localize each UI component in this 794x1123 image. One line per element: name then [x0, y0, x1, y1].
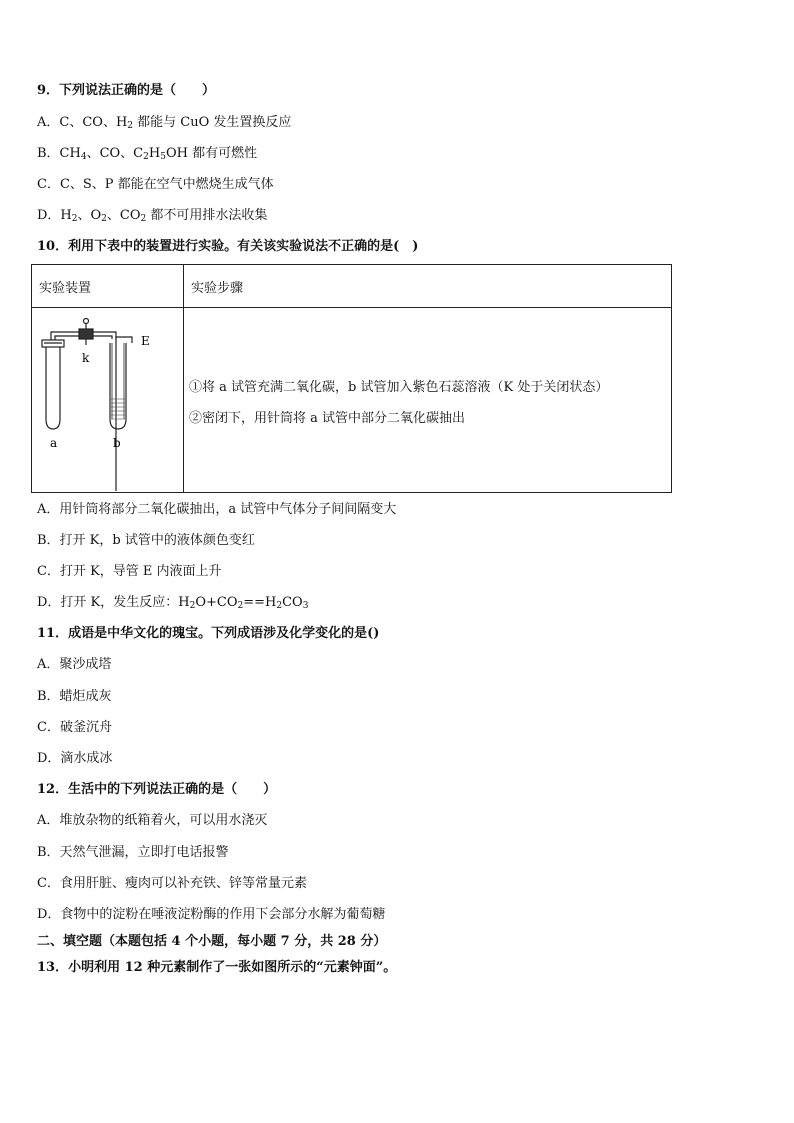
- question-13-stem: 13．小明利用 12 种元素制作了一张如图所示的“元素钟面”。: [37, 960, 397, 975]
- question-9-stem: 9．下列说法正确的是（ ）: [37, 83, 216, 98]
- valve-k: [79, 319, 93, 346]
- tube-e: [116, 337, 132, 343]
- question-10-option-b: B．打开 K，b 试管中的液体颜色变红: [37, 533, 255, 548]
- label-a: a: [50, 436, 58, 450]
- question-10-option-d: D．打开 K，发生反应：$H_2O+CO_2==H_2CO_3$: [37, 595, 309, 611]
- question-11-option-a: A．聚沙成塔: [37, 657, 112, 672]
- table-header-apparatus: 实验装置: [32, 265, 184, 308]
- question-12-option-b: B．天然气泄漏，立即打电话报警: [37, 845, 229, 860]
- question-10-stem: 10．利用下表中的装置进行实验。有关该实验说法不正确的是( ): [37, 239, 419, 254]
- label-e: E: [141, 334, 150, 348]
- experiment-step-2: ②密闭下，用针筒将 a 试管中部分二氧化碳抽出: [189, 411, 466, 426]
- question-12-option-c: C．食用肝脏、瘦肉可以补充铁、锌等常量元素: [37, 876, 307, 891]
- label-k: k: [82, 351, 90, 365]
- test-tube-a: [42, 340, 64, 429]
- question-9-option-c: C．C、S、P 都能在空气中燃烧生成气体: [37, 177, 274, 192]
- apparatus-diagram: [33, 307, 179, 491]
- question-12-stem: 12．生活中的下列说法正确的是（ ）: [37, 782, 277, 797]
- question-11-stem: 11．成语是中华文化的瑰宝。下列成语涉及化学变化的是(): [37, 626, 380, 641]
- question-10-option-c: C．打开 K，导管 E 内液面上升: [37, 564, 222, 579]
- section-heading-fill-in: 二、填空题（本题包括 4 个小题，每小题 7 分，共 28 分）: [37, 934, 387, 949]
- question-11-option-d: D．滴水成冰: [37, 751, 113, 766]
- steps-cell: [184, 308, 672, 493]
- question-9-option-a: A．C、CO、$H_2$ 都能与 CuO 发生置换反应: [37, 115, 292, 131]
- question-12-option-a: A．堆放杂物的纸箱着火，可以用水浇灭: [37, 813, 268, 828]
- table-header-steps: 实验步骤: [184, 265, 672, 308]
- test-tube-b: [110, 343, 126, 429]
- question-12-option-d: D．食物中的淀粉在唾液淀粉酶的作用下会部分水解为葡萄糖: [37, 907, 386, 922]
- question-9-option-b: B．$CH_4$、CO、$C_2H_5OH$ 都有可燃性: [37, 146, 258, 162]
- liquid-in-tube-b: [111, 399, 125, 419]
- label-b: b: [113, 436, 121, 450]
- question-11-option-c: C．破釜沉舟: [37, 720, 112, 735]
- question-11-option-b: B．蜡炬成灰: [37, 689, 112, 704]
- question-9-option-d: D．$H_2$、$O_2$、$CO_2$ 都不可用排水法收集: [37, 208, 268, 224]
- question-10-option-a: A．用针筒将部分二氧化碳抽出，a 试管中气体分子间间隔变大: [37, 502, 397, 517]
- experiment-step-1: ①将 a 试管充满二氧化碳，b 试管加入紫色石蕊溶液（K 处于关闭状态）: [189, 380, 609, 395]
